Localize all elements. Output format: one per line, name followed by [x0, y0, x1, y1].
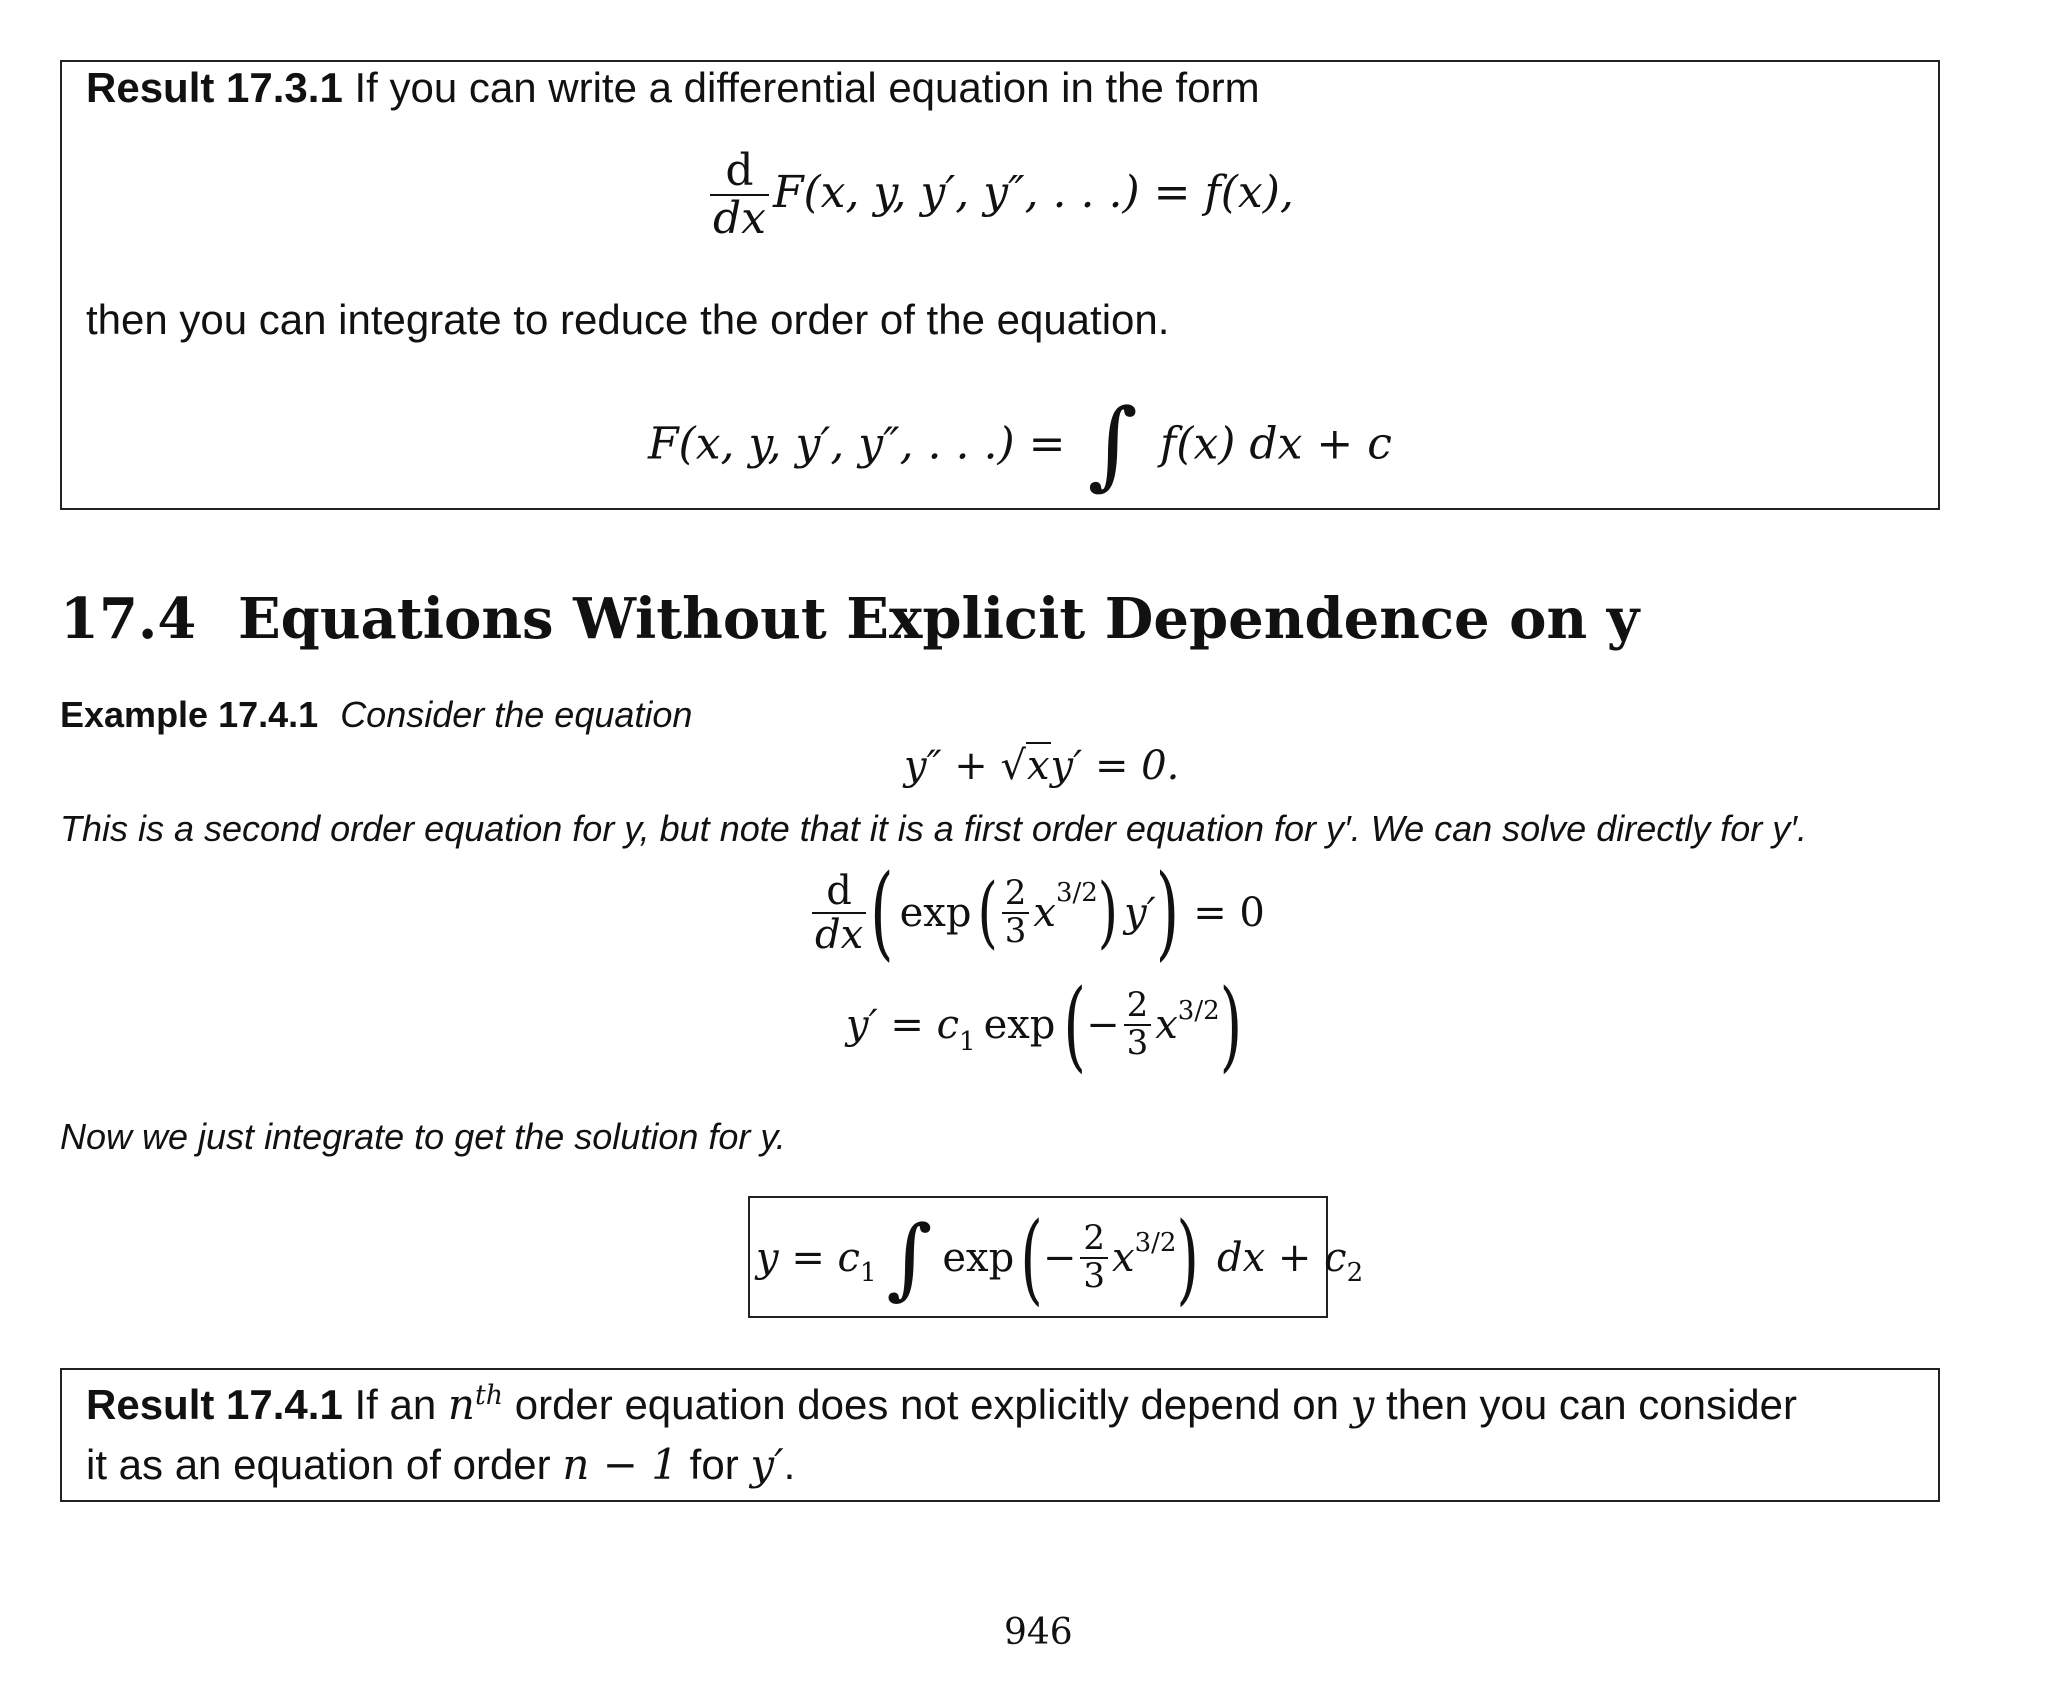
result-17-4-1-line-2: it as an equation of order n − 1 for y′. — [86, 1440, 796, 1489]
equation-final-solution: y = c 1 ∫ exp ( − $\frac{2}{3}$ x 3/2 ) dx + c 2 — [756, 1200, 1364, 1316]
eq4-right-paren: ) — [1219, 966, 1243, 1083]
section-number: 17.4 — [60, 586, 197, 652]
example-heading — [60, 694, 692, 736]
eq3-exp: exp — [899, 890, 972, 936]
result-text-2: then you can integrate to reduce the order of the equation. — [86, 296, 1170, 343]
result-17-4-1-line-1: Result 17.4.1 If an $n^{th}$ order equation does not explicitly depend on y then you can consider — [86, 1380, 1797, 1429]
integral-sign: ∫ — [1087, 388, 1138, 500]
equation-body: F(x, y, y′, y″, . . .) = f(x), — [772, 166, 1294, 218]
section-title: Equations Without Explicit Dependence on y — [238, 586, 1640, 652]
equation-main: y″ + √xy′ = 0. — [904, 743, 1180, 789]
result-17-3-1-heading — [86, 64, 1260, 112]
eq5-fraction: $\frac{2}{3}$ — [1080, 1221, 1108, 1294]
eq4-left-paren: ( — [1063, 966, 1087, 1083]
example-label: Example 17.4.1 — [60, 694, 319, 735]
page-number: 946 — [1004, 1612, 1073, 1653]
right-paren-inner: ) — [1097, 868, 1119, 958]
result-text: If you can write a differential equation in the form — [354, 64, 1260, 111]
eq5-integral: ∫ — [886, 1206, 933, 1309]
eq2-rhs: f(x) dx + c — [1160, 418, 1392, 470]
result-label: Result 17.3.1 — [86, 64, 343, 111]
example-intro: Consider the equation — [340, 694, 693, 735]
section-heading — [60, 586, 1639, 652]
equation-integrated-form — [648, 388, 1392, 500]
left-paren-inner: ( — [977, 868, 998, 958]
eq4-fraction: $\frac{2}{3}$ — [1124, 988, 1152, 1061]
equation-derivative-form — [706, 145, 1294, 245]
left-paren-outer: ( — [870, 853, 894, 973]
example-paragraph-1: This is a second order equation for y, but note that it is a first order equation for y′. We can solve directly for y′. — [60, 808, 1808, 849]
equation-first-derivative-solution: y′ = c 1 exp ( − $\frac{2}{3}$ x 3/2 ) — [846, 966, 1243, 1083]
eq3-d-dx: $\frac{d}{dx}$ — [812, 870, 866, 956]
equation-exact-derivative: $\frac{d}{dx}$ ( exp ( $\frac{2}{3}$ x 3/2 ) y′ ) = 0 — [808, 870, 1265, 956]
d-dx-fraction: $\frac{d}{dx}$ — [710, 148, 769, 242]
right-paren-outer: ) — [1155, 853, 1180, 973]
eq2-lhs: F(x, y, y′, y″, . . .) = — [648, 418, 1066, 470]
result-2-label: Result 17.4.1 — [86, 1381, 343, 1428]
example-paragraph-2: Now we just integrate to get the solution for y. — [60, 1116, 786, 1157]
eq3-fraction: $\frac{2}{3}$ — [1002, 876, 1030, 949]
eq5-left-paren: ( — [1020, 1200, 1043, 1316]
eq5-right-paren: ) — [1176, 1200, 1200, 1316]
